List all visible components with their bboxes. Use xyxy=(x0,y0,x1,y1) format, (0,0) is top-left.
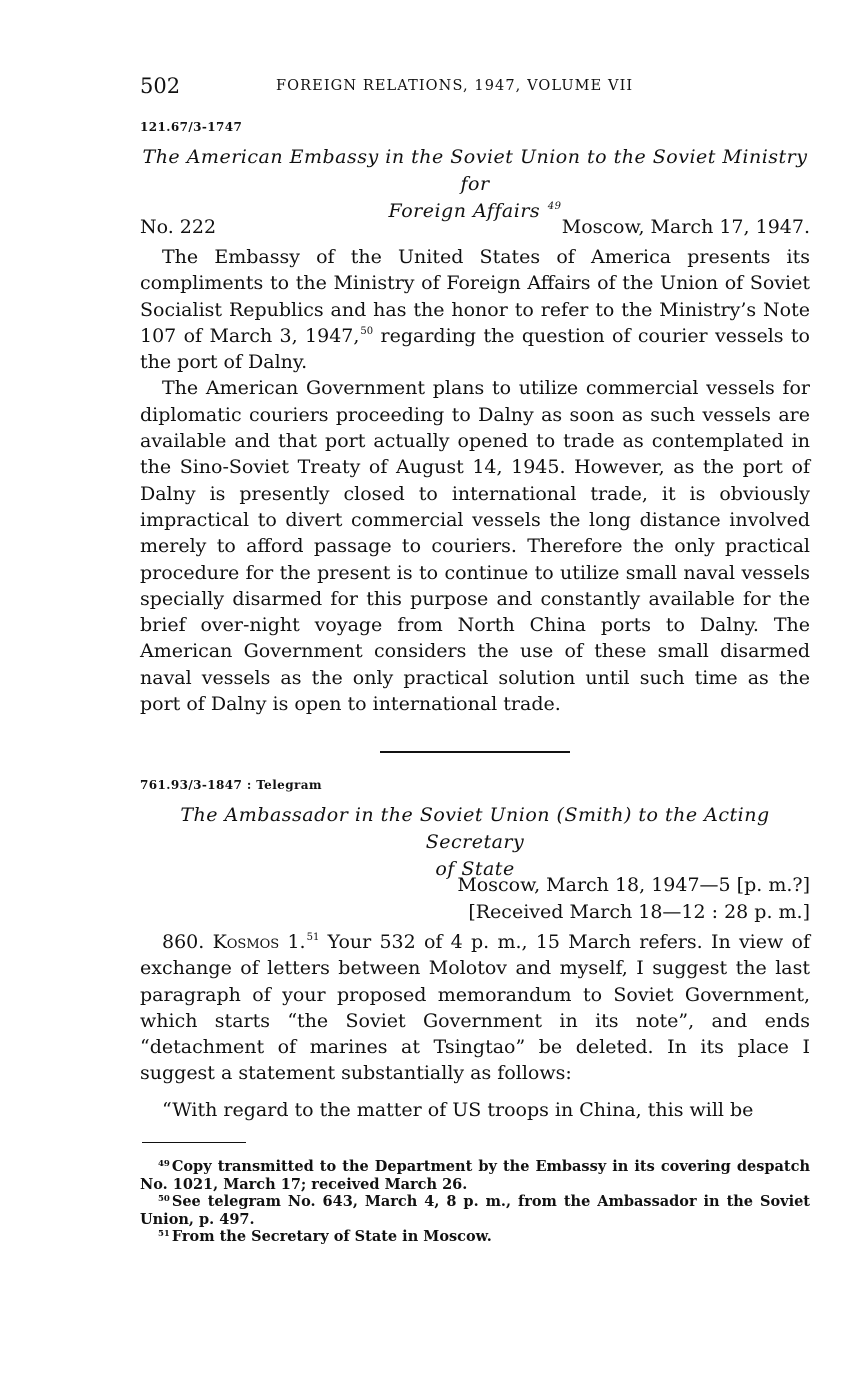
telegram-dateline xyxy=(140,872,810,926)
received-line: [Received March 18—12 : 28 p. m.] xyxy=(468,901,810,923)
footnote xyxy=(140,1193,810,1228)
paragraph: “With regard to the matter of US troops in China, this will be xyxy=(162,1098,754,1121)
section-divider xyxy=(380,751,570,753)
dateline: Moscow, March 18, 1947—5 [p. m.?] xyxy=(457,874,810,896)
footnote-number: 49 xyxy=(158,1159,170,1169)
page-number: 502 xyxy=(140,74,181,98)
footnote-text: From the Secretary of State in Moscow. xyxy=(171,1228,492,1245)
document-title-text: Foreign Affairs xyxy=(388,200,541,222)
footnote-number: 51 xyxy=(158,1229,170,1239)
document-title-line: of State xyxy=(435,858,515,880)
document-title-line: The American Embassy in the Soviet Union to the Soviet Ministry for xyxy=(142,146,808,195)
footnote xyxy=(140,1228,810,1246)
paragraph-text: regarding the question of courier vessels to the port of Dalny. xyxy=(140,324,810,374)
paragraph-text: The Embassy of the United States of America presents its compliments to the Ministry of Foreign Affairs of the Union of Soviet Socialist Republics and has the honor to refer to the Ministry’s Note 107 of March 3, 1947, xyxy=(140,246,810,347)
file-reference: 761.93/3-1847 : Telegram xyxy=(140,778,322,792)
footnotes xyxy=(140,1158,810,1246)
document-title xyxy=(140,802,810,883)
footnote-marker: 49 xyxy=(547,201,562,212)
footnote-text: See telegram No. 643, March 4, 8 p. m., from the Ambassador in the Soviet Union, p. 497. xyxy=(140,1193,810,1228)
footnote-text: Copy transmitted to the Department by the Embassy in its covering despatch No. 1021, March 17; received March 26. xyxy=(140,1158,810,1193)
paragraph xyxy=(140,929,810,1087)
running-header xyxy=(140,74,810,100)
telegram-series: Kosmos 1. xyxy=(212,931,306,953)
note-number: No. 222 xyxy=(140,216,217,238)
paragraph-text: Your 532 of 4 p. m., 15 March refers. In view of exchange of letters between Molotov and myself, I suggest the last paragraph of your proposed memorandum to Soviet Government, which starts “the Soviet Government in its note”, and ends “detachment of marines at Tsingtao” be deleted. In its place I suggest a statement substantially as follows: xyxy=(140,931,810,1085)
dateline: Moscow, March 17, 1947. xyxy=(561,216,810,238)
body-text xyxy=(140,929,810,1123)
running-header-title: FOREIGN RELATIONS, 1947, VOLUME VII xyxy=(276,78,634,94)
paragraph xyxy=(140,244,810,375)
footnote-divider xyxy=(142,1142,246,1143)
body-text xyxy=(140,244,810,717)
footnote xyxy=(140,1158,810,1193)
footnote-marker: 50 xyxy=(360,325,374,337)
document-title-line: The Ambassador in the Soviet Union (Smith) to the Acting Secretary xyxy=(180,804,770,853)
footnote-marker: 51 xyxy=(306,932,320,943)
paragraph: The American Government plans to utilize commercial vessels for diplomatic couriers proceeding to Dalny as soon as such vessels are available and that port actually opened to trade as contemplated in the Sino-Soviet Treaty of August 14, 1945. However, as the port of Dalny is presently closed to international trade, it is obviously impractical to divert commercial vessels the long distance involved merely to afford passage to couriers. Therefore the only practical procedure for the present is to continue to utilize small naval vessels specially disarmed for this purpose and constantly available for the brief over-night voyage from North China ports to Dalny. The American Government considers the use of these small disarmed naval vessels as the only practical solution until such time as the port of Dalny is open to international trade. xyxy=(140,377,810,716)
document-title xyxy=(140,144,810,225)
footnote-number: 50 xyxy=(158,1194,170,1204)
telegram-number: 860. xyxy=(162,931,213,953)
file-reference: 121.67/3-1747 xyxy=(140,120,243,134)
